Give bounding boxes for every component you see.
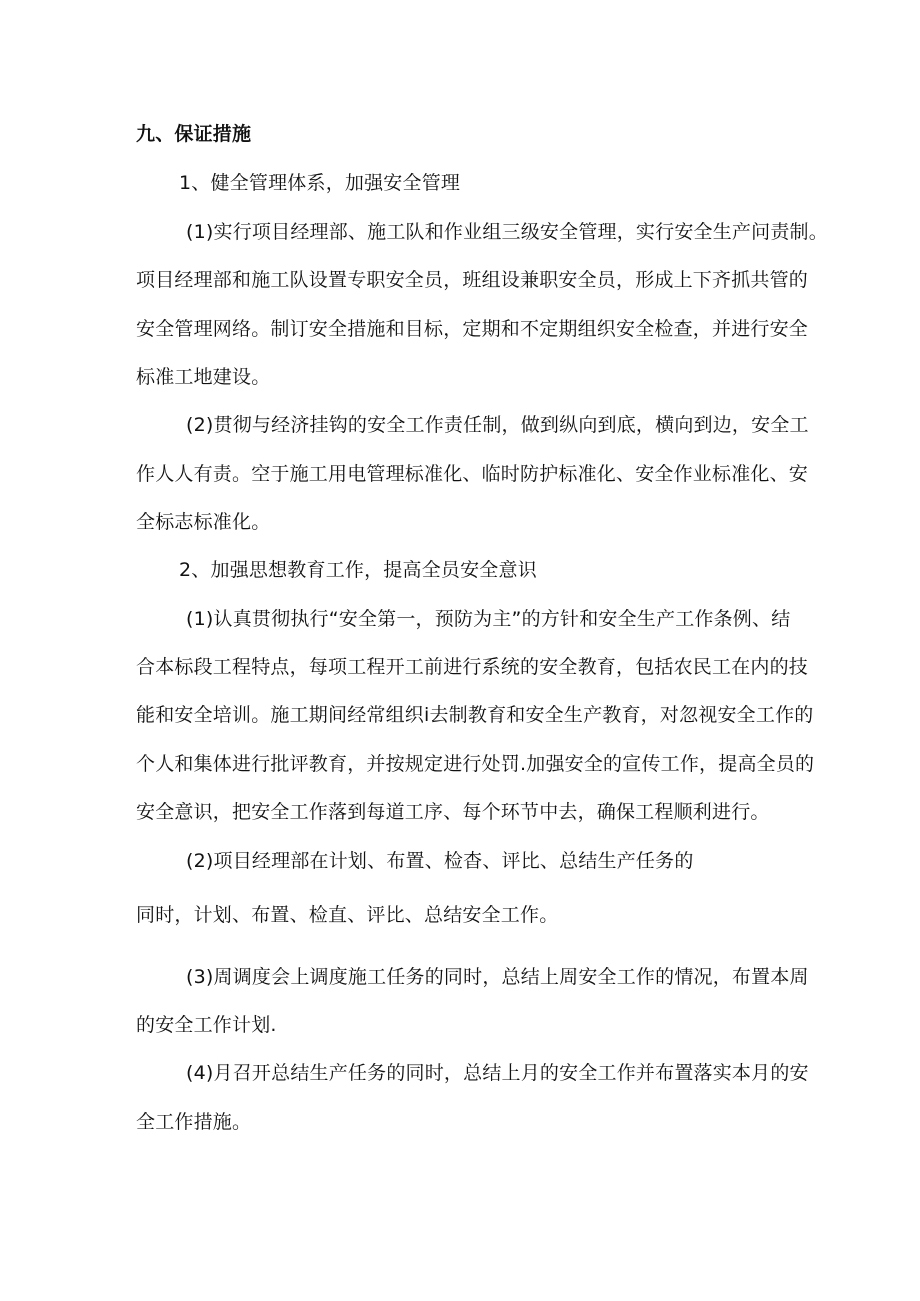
paragraph-line: 的安全工作计划. xyxy=(136,1014,277,1036)
subsection-title-1: 1、健全管理体系，加强安全管理 xyxy=(179,172,461,194)
paragraph-line: 标准工地建设。 xyxy=(136,366,271,388)
paragraph-line: 全标志标准化。 xyxy=(136,511,271,533)
paragraph-line: 能和安全培训。施工期间经常组织i去制教育和安全生产教育，对忽视安全工作的 xyxy=(136,704,814,726)
paragraph-line: 安全意识，把安全工作落到每道工序、每个环节中去，确保工程顺利进行。 xyxy=(136,801,770,823)
subsection-title-2: 2、加强思想教育工作，提高全员安全意识 xyxy=(179,559,537,581)
paragraph-line: 合本标段工程特点，每项工程开工前进行系统的安全教育，包括农民工在内的技 xyxy=(136,656,809,678)
paragraph-line: (4)月召开总结生产任务的同时，总结上月的安全工作并布置落实本月的安 xyxy=(186,1062,809,1084)
paragraph-line: (2)项目经理部在计划、布置、检杳、评比、总结生产任务的 xyxy=(186,850,694,872)
paragraph-line: 安全管理网络。制订安全措施和目标，定期和不定期组织安全检查，并进行安全 xyxy=(136,318,809,340)
paragraph-line: 项目经理部和施工队设置专职安全员，班组设兼职安全员，形成上下齐抓共管的 xyxy=(136,269,809,291)
paragraph-line: 作人人有责。空于施工用电管理标准化、临时防护标准化、安全作业标准化、安 xyxy=(136,463,809,485)
paragraph-line: 个人和集体进行批评教育，并按规定进行处罚.加强安全的宣传工作，提高全员的 xyxy=(136,753,815,775)
paragraph-line: 全工作措施。 xyxy=(136,1111,252,1133)
paragraph-line: (2)贯彻与经济挂钩的安全工作责任制，做到纵向到底，横向到边，安全工 xyxy=(186,414,809,436)
paragraph-line: (1)认真贯彻执行“安全第一，预防为主”的方针和安全生产工作条例、结 xyxy=(186,608,791,630)
paragraph-line: (1)实行项目经理部、施工队和作业组三级安全管理，实行安全生产问责制。 xyxy=(186,221,828,243)
paragraph-line: 同时，计划、布置、检直、评比、总结安全工作。 xyxy=(136,904,559,926)
section-heading: 九、保证措施 xyxy=(136,123,252,145)
paragraph-line: (3)周调度会上调度施工任务的同时，总结上周安全工作的情况，布置本周 xyxy=(186,966,809,988)
